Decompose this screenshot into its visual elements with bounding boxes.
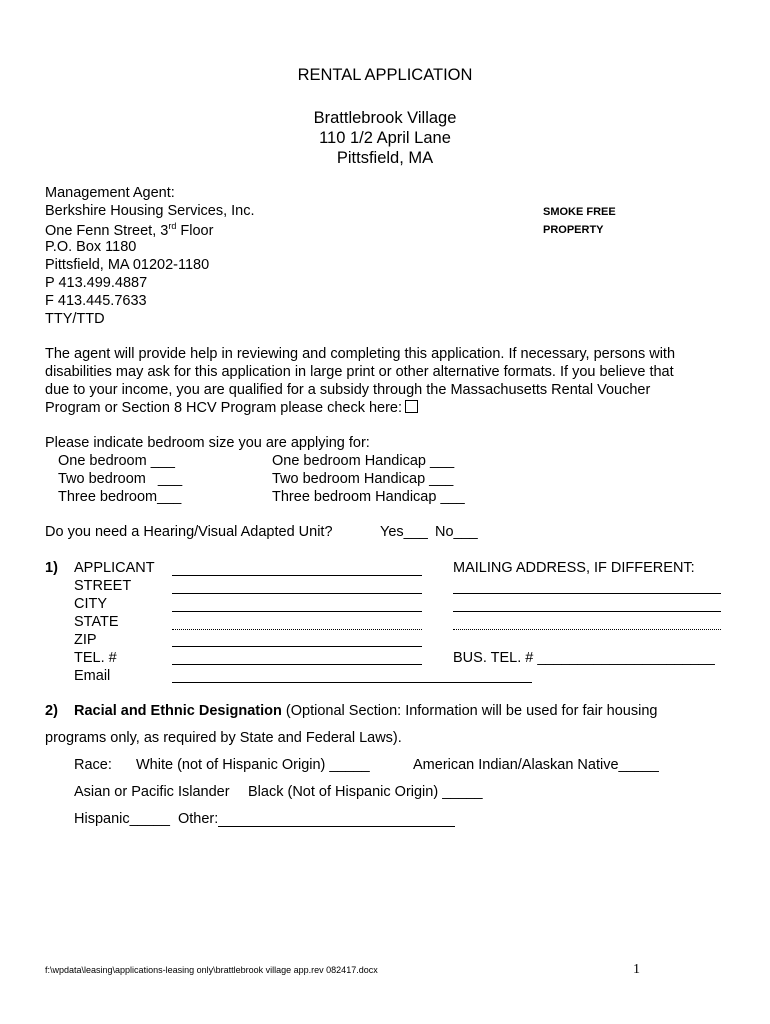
agent-label: Management Agent: [45,185,175,201]
smoke-free-line2: PROPERTY [543,224,604,236]
smoke-free-line1: SMOKE FREE [543,206,616,218]
field-zip-label: ZIP [74,632,97,648]
bedroom-three-handicap[interactable]: Three bedroom Handicap ___ [272,489,465,505]
property-name: Brattlebrook Village [313,109,457,127]
applicant-input-line[interactable] [172,575,422,576]
subsidy-checkbox[interactable] [405,400,418,413]
hearing-yes[interactable]: Yes___ [380,524,428,540]
race-white[interactable]: White (not of Hispanic Origin) _____ [136,757,370,773]
state-input-line[interactable] [172,629,422,630]
race-label: Race: [74,757,112,773]
page-title: RENTAL APPLICATION [297,66,473,84]
agent-po-box: P.O. Box 1180 [45,239,137,255]
field-state-label: STATE [74,614,119,630]
mailing-line-3[interactable] [453,629,721,630]
ethnicity-hispanic[interactable]: Hispanic_____ [74,811,170,827]
bedroom-two[interactable]: Two bedroom ___ [58,471,183,487]
field-street-label: STREET [74,578,132,594]
section1-number: 1) [45,560,58,576]
race-asian[interactable]: Asian or Pacific Islander [74,784,230,800]
street-input-line[interactable] [172,593,422,594]
hearing-question: Do you need a Hearing/Visual Adapted Unit? [45,524,333,540]
section2-number: 2) [45,703,58,719]
intro-line-3: due to your income, you are qualified for a subsidy through the Massachusetts Rental Voucher [45,382,651,398]
section2-heading-line: Racial and Ethnic Designation (Optional Section: Information will be used for fair housing [74,703,658,719]
agent-street: One Fenn Street, 3rd Floor [45,221,214,239]
intro-line-2: disabilities may ask for this application in large print or other alternative formats. If you believe that [45,364,674,380]
intro-line-1: The agent will provide help in reviewing and completing this application. If necessary, persons with [45,346,676,362]
mailing-address-label: MAILING ADDRESS, IF DIFFERENT: [453,560,695,576]
race-other-label: Other: [178,811,219,827]
bedroom-one[interactable]: One bedroom ___ [58,453,175,469]
field-email-label: Email [74,668,111,684]
field-tel-label: TEL. # [74,650,117,666]
field-applicant-label: APPLICANT [74,560,155,576]
agent-city: Pittsfield, MA 01202-1180 [45,257,210,273]
bedroom-prompt: Please indicate bedroom size you are applying for: [45,435,370,451]
hearing-no[interactable]: No___ [435,524,478,540]
race-native[interactable]: American Indian/Alaskan Native_____ [413,757,659,773]
agent-phone: P 413.499.4887 [45,275,148,291]
intro-line-4: Program or Section 8 HCV Program please check here: [45,400,418,416]
section2-heading: Racial and Ethnic Designation [74,703,282,719]
section2-note-2: programs only, as required by State and Federal Laws). [45,730,402,746]
race-other-input-line[interactable] [218,826,455,827]
race-black[interactable]: Black (Not of Hispanic Origin) _____ [248,784,483,800]
agent-fax: F 413.445.7633 [45,293,147,309]
zip-input-line[interactable] [172,646,422,647]
mailing-line-2[interactable] [453,611,721,612]
page-number: 1 [633,962,640,977]
property-street: 110 1/2 April Lane [319,129,451,147]
city-input-line[interactable] [172,611,422,612]
tel-input-line[interactable] [172,664,422,665]
footer-file-path: f:\wpdata\leasing\applications-leasing only\brattlebrook village app.rev 082417.docx [45,965,378,975]
agent-tty: TTY/TTD [45,311,105,327]
agent-company: Berkshire Housing Services, Inc. [45,203,255,219]
mailing-line-1[interactable] [453,593,721,594]
bedroom-one-handicap[interactable]: One bedroom Handicap ___ [272,453,455,469]
field-city-label: CITY [74,596,108,612]
bus-tel-field[interactable]: BUS. TEL. # ______________________ [453,650,715,666]
bedroom-two-handicap[interactable]: Two bedroom Handicap ___ [272,471,454,487]
property-city: Pittsfield, MA [336,149,434,167]
bedroom-three[interactable]: Three bedroom___ [58,489,182,505]
email-input-line[interactable] [172,682,532,683]
